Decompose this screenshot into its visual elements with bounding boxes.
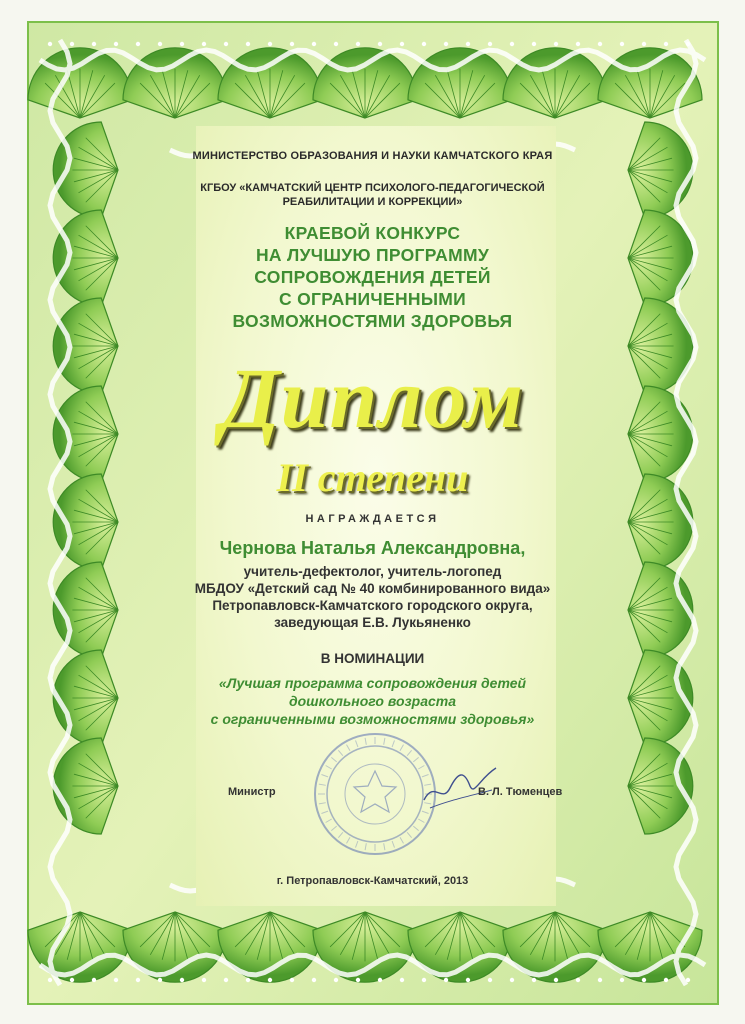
city-year: г. Петропавловск-Камчатский, 2013 <box>276 875 469 887</box>
dot-ornament <box>114 978 118 982</box>
dot-ornament <box>510 42 514 46</box>
dot-ornament <box>378 978 382 982</box>
dot-ornament <box>466 978 470 982</box>
dot-ornament <box>598 978 602 982</box>
nomination-line: с ограниченными возможностями здоровья» <box>210 711 535 727</box>
dot-ornament <box>136 978 140 982</box>
dot-ornament <box>378 42 382 46</box>
nomination-label: В НОМИНАЦИИ <box>320 651 425 666</box>
contest-title <box>0 222 745 332</box>
dot-ornament <box>312 42 316 46</box>
signer-title: Министр <box>228 786 276 798</box>
dot-ornament <box>202 42 206 46</box>
dot-ornament <box>334 42 338 46</box>
dot-ornament <box>554 42 558 46</box>
contest-line: С ОГРАНИЧЕННЫМИ <box>278 289 467 309</box>
recipient-details <box>0 563 745 631</box>
dot-ornament <box>554 978 558 982</box>
dot-ornament <box>92 42 96 46</box>
dot-ornament <box>686 42 690 46</box>
dot-ornament <box>488 978 492 982</box>
dot-ornament <box>158 978 162 982</box>
details-line: Петропавловск-Камчатского городского округа, <box>212 598 533 613</box>
dot-ornament <box>48 978 52 982</box>
dot-ornament <box>400 42 404 46</box>
dot-ornament <box>290 42 294 46</box>
dot-ornament <box>334 978 338 982</box>
contest-line: ВОЗМОЖНОСТЯМИ ЗДОРОВЬЯ <box>232 311 513 331</box>
contest-line: СОПРОВОЖДЕНИЯ ДЕТЕЙ <box>254 267 491 287</box>
dot-ornament <box>224 42 228 46</box>
dot-ornament <box>620 42 624 46</box>
dot-ornament <box>48 42 52 46</box>
dot-ornament <box>92 978 96 982</box>
contest-line: КРАЕВОЙ КОНКУРС <box>284 223 461 243</box>
dot-ornament <box>356 42 360 46</box>
nomination-line: дошкольного возраста <box>288 693 457 709</box>
dot-ornament <box>290 978 294 982</box>
dot-ornament <box>444 42 448 46</box>
organization-line: КГБОУ «КАМЧАТСКИЙ ЦЕНТР ПСИХОЛОГО-ПЕДАГОГИЧЕСКОЙ <box>200 182 545 194</box>
dot-ornament <box>246 42 250 46</box>
dot-ornament <box>136 42 140 46</box>
dot-ornament <box>400 978 404 982</box>
dot-ornament <box>114 42 118 46</box>
dot-ornament <box>686 978 690 982</box>
dot-ornament <box>268 978 272 982</box>
dot-ornament <box>444 978 448 982</box>
dot-ornament <box>466 42 470 46</box>
dot-ornament <box>642 978 646 982</box>
dot-ornament <box>532 978 536 982</box>
nomination-line: «Лучшая программа сопровождения детей <box>218 675 527 691</box>
dot-ornament <box>488 42 492 46</box>
diploma-title: Диплом <box>220 350 525 446</box>
dot-ornament <box>422 42 426 46</box>
dot-ornament <box>70 978 74 982</box>
dot-ornament <box>356 978 360 982</box>
recipient-name: Чернова Наталья Александровна, <box>219 538 526 558</box>
dot-ornament <box>510 978 514 982</box>
dot-ornament <box>180 42 184 46</box>
awarded-label: НАГРАЖДАЕТСЯ <box>305 513 440 525</box>
dot-ornament <box>268 42 272 46</box>
details-line: учитель-дефектолог, учитель-логопед <box>243 564 502 579</box>
details-line: МБДОУ «Детский сад № 40 комбинированного вида» <box>194 581 551 596</box>
dot-ornament <box>180 978 184 982</box>
dot-ornament <box>422 978 426 982</box>
dot-ornament <box>598 42 602 46</box>
dot-ornament <box>620 978 624 982</box>
dot-ornament <box>664 42 668 46</box>
dot-ornament <box>246 978 250 982</box>
ministry-name: МИНИСТЕРСТВО ОБРАЗОВАНИЯ И НАУКИ КАМЧАТСКОГО КРАЯ <box>192 150 553 162</box>
contest-line: НА ЛУЧШУЮ ПРОГРАММУ <box>255 245 490 265</box>
organization-line: РЕАБИЛИТАЦИИ И КОРРЕКЦИИ» <box>282 196 463 208</box>
dot-ornament <box>576 42 580 46</box>
dot-ornament <box>202 978 206 982</box>
dot-ornament <box>664 978 668 982</box>
dot-ornament <box>158 42 162 46</box>
organization-name <box>0 181 745 209</box>
dot-ornament <box>576 978 580 982</box>
dot-ornament <box>224 978 228 982</box>
dot-ornament <box>70 42 74 46</box>
dot-ornament <box>312 978 316 982</box>
signer-name: В. Л. Тюменцев <box>478 786 563 798</box>
dot-ornament <box>532 42 536 46</box>
nomination-text <box>0 674 745 728</box>
dot-ornament <box>642 42 646 46</box>
diploma-degree: II степени <box>276 455 469 500</box>
details-line: заведующая Е.В. Лукьяненко <box>274 615 471 630</box>
